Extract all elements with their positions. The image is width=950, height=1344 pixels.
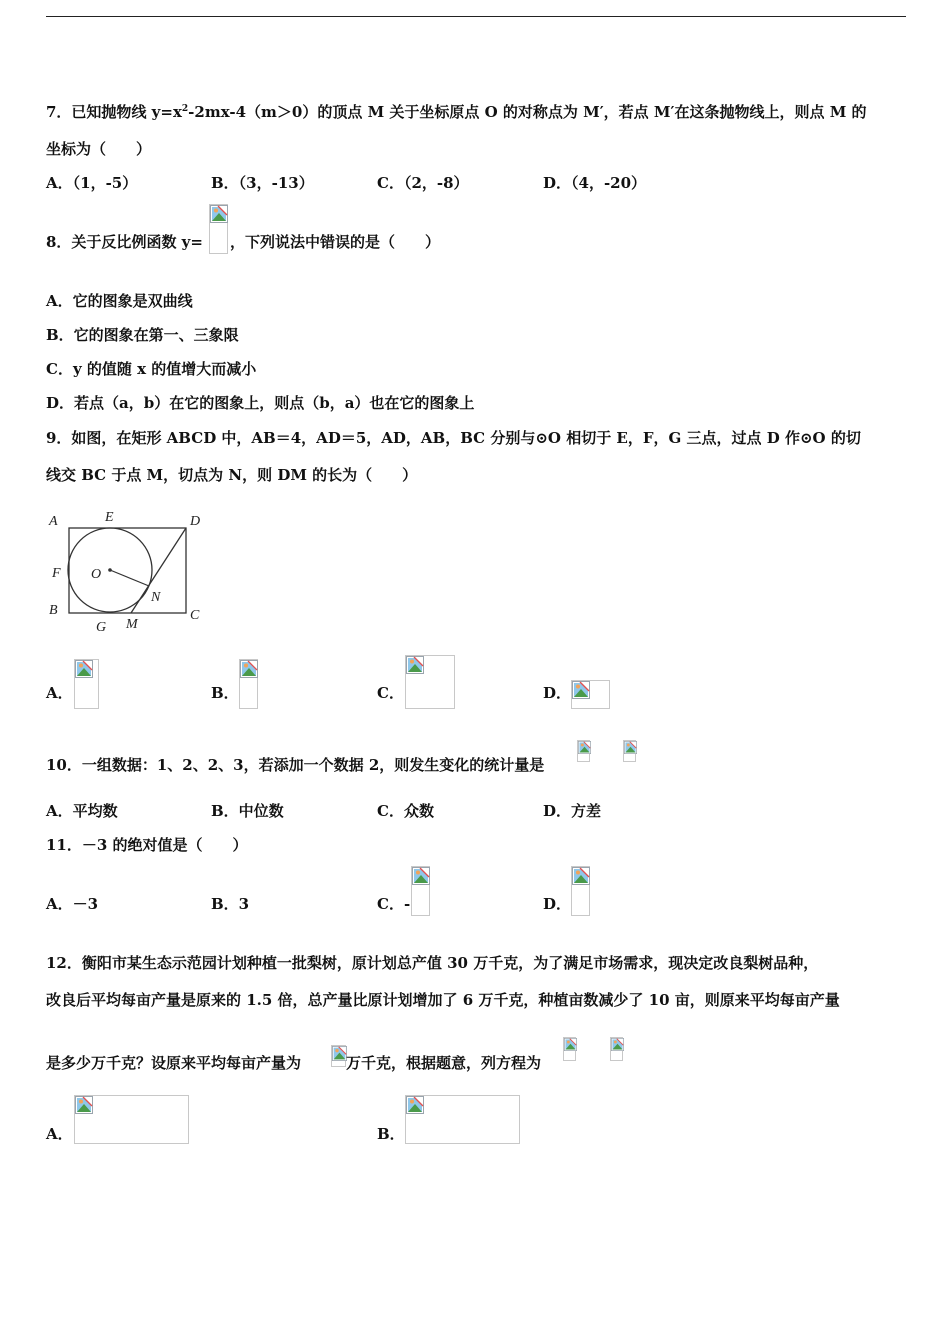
q8-option-d: D．若点（a，b）在它的图象上，则点（b，a）也在它的图象上 xyxy=(46,394,475,412)
q12-option-a-image xyxy=(74,1095,189,1144)
radius-on xyxy=(110,570,149,586)
label-g: G xyxy=(96,620,107,635)
q10-option-c: C．众数 xyxy=(377,802,434,820)
q9-option-a: A． xyxy=(46,684,73,702)
q7-option-d: D．（4，-20） xyxy=(543,174,647,192)
q9-option-c: C． xyxy=(377,684,404,702)
label-c: C xyxy=(190,608,200,623)
q9-option-d: D． xyxy=(543,684,572,702)
broken-image-icon xyxy=(412,867,430,885)
label-b: B xyxy=(49,603,58,618)
q12-option-b: B． xyxy=(377,1125,405,1143)
broken-image-icon xyxy=(240,660,258,678)
header-rule xyxy=(46,16,906,17)
broken-image-icon xyxy=(572,867,590,885)
q9-stem-line2: 线交 BC 于点 M，切点为 N，则 DM 的长为（ ） xyxy=(46,466,418,484)
q8-option-c: C．y 的值随 x 的值增大而减小 xyxy=(46,360,257,378)
label-m: M xyxy=(126,617,138,632)
q8-stem-b: ，下列说法中错误的是（ ） xyxy=(230,233,441,251)
label-e: E xyxy=(105,510,114,525)
q7-option-b: B．（3，-13） xyxy=(211,174,314,192)
q11-option-c: C．- xyxy=(377,895,411,913)
q9-option-b-image xyxy=(239,659,258,709)
broken-image-icon xyxy=(572,681,590,699)
q9-option-a-image xyxy=(74,659,99,709)
q8-option-b: B．它的图象在第一、三象限 xyxy=(46,326,239,344)
q9-option-b: B． xyxy=(211,684,239,702)
broken-image-icon xyxy=(611,1038,624,1051)
q7-stem-line1: 7．已知抛物线 $y=x^2-2mx-4(m>0)$的顶点 M 关于坐标原点 O 的对称点为 M′，若点 M′在这条抛物线上，则点 M 的 xyxy=(46,103,867,121)
label-a: A xyxy=(49,514,58,529)
q10-option-b: B．中位数 xyxy=(211,802,284,820)
broken-image-icon xyxy=(564,1038,577,1051)
q9-option-c-image xyxy=(405,655,455,709)
q12-option-b-image xyxy=(405,1095,520,1144)
q11-option-a: A．－3 xyxy=(46,895,99,913)
q11-option-c-image xyxy=(411,866,430,916)
q11-option-b: B．3 xyxy=(211,895,250,913)
q10-inline-image-1 xyxy=(577,740,590,762)
q8-option-a: A．它的图象是双曲线 xyxy=(46,292,193,310)
q11-option-d-image xyxy=(571,866,590,916)
q9-geometry-figure xyxy=(44,508,214,636)
broken-image-icon xyxy=(332,1046,347,1061)
center-point xyxy=(108,568,112,572)
q11-stem: 11．－3 的绝对值是（ ） xyxy=(46,836,248,854)
q8-formula-image xyxy=(209,204,228,254)
rectangle-abcd xyxy=(69,528,186,613)
label-n: N xyxy=(151,590,161,605)
q9-option-d-image xyxy=(571,680,610,709)
q12-stem-line2: 改良后平均每亩产量是原来的 1.5 倍，总产量比原计划增加了 6 万千克，种植亩数减少了 10 亩，则原来平均每亩产量 xyxy=(46,991,840,1009)
q12-stem-line3-b: 万千克，根据题意，列方程为 xyxy=(346,1054,542,1072)
q10-inline-image-2 xyxy=(623,740,636,762)
q7-stem-line2: 坐标为（ ） xyxy=(46,140,152,158)
broken-image-icon xyxy=(406,1096,424,1114)
q12-stem-line3-a: 是多少万千克？设原来平均每亩产量为 xyxy=(46,1054,302,1072)
q12-variable-image xyxy=(331,1045,346,1067)
q11-option-d: D． xyxy=(543,895,572,913)
q9-stem-line1: 9．如图，在矩形 ABCD 中，AB＝4，AD＝5，AD，AB，BC 分别与⊙O 相切于 E，F，G 三点，过点 D 作⊙O 的切 xyxy=(46,429,861,447)
q10-stem: 10．一组数据：1、2、2、3，若添加一个数据 2，则发生变化的统计量是 xyxy=(46,756,545,774)
broken-image-icon xyxy=(406,656,424,674)
label-o: O xyxy=(91,567,102,582)
q12-option-a: A． xyxy=(46,1125,73,1143)
label-f: F xyxy=(52,566,61,581)
broken-image-icon xyxy=(624,741,637,754)
broken-image-icon xyxy=(75,1096,93,1114)
broken-image-icon xyxy=(210,205,228,223)
q7-option-a: A．（1，-5） xyxy=(46,174,138,192)
q10-option-d: D．方差 xyxy=(543,802,602,820)
broken-image-icon xyxy=(578,741,591,754)
q7-option-c: C．（2，-8） xyxy=(377,174,469,192)
label-d: D xyxy=(190,514,201,529)
q8-stem-a: 8．关于反比例函数 y= xyxy=(46,233,203,251)
q12-stem-line1: 12．衡阳市某生态示范园计划种植一批梨树，原计划总产值 30 万千克，为了满足市场需求，现决定改良梨树品种， xyxy=(46,954,819,972)
q10-option-a: A．平均数 xyxy=(46,802,118,820)
broken-image-icon xyxy=(75,660,93,678)
q12-inline-image-1 xyxy=(563,1037,576,1061)
q12-inline-image-2 xyxy=(610,1037,623,1061)
